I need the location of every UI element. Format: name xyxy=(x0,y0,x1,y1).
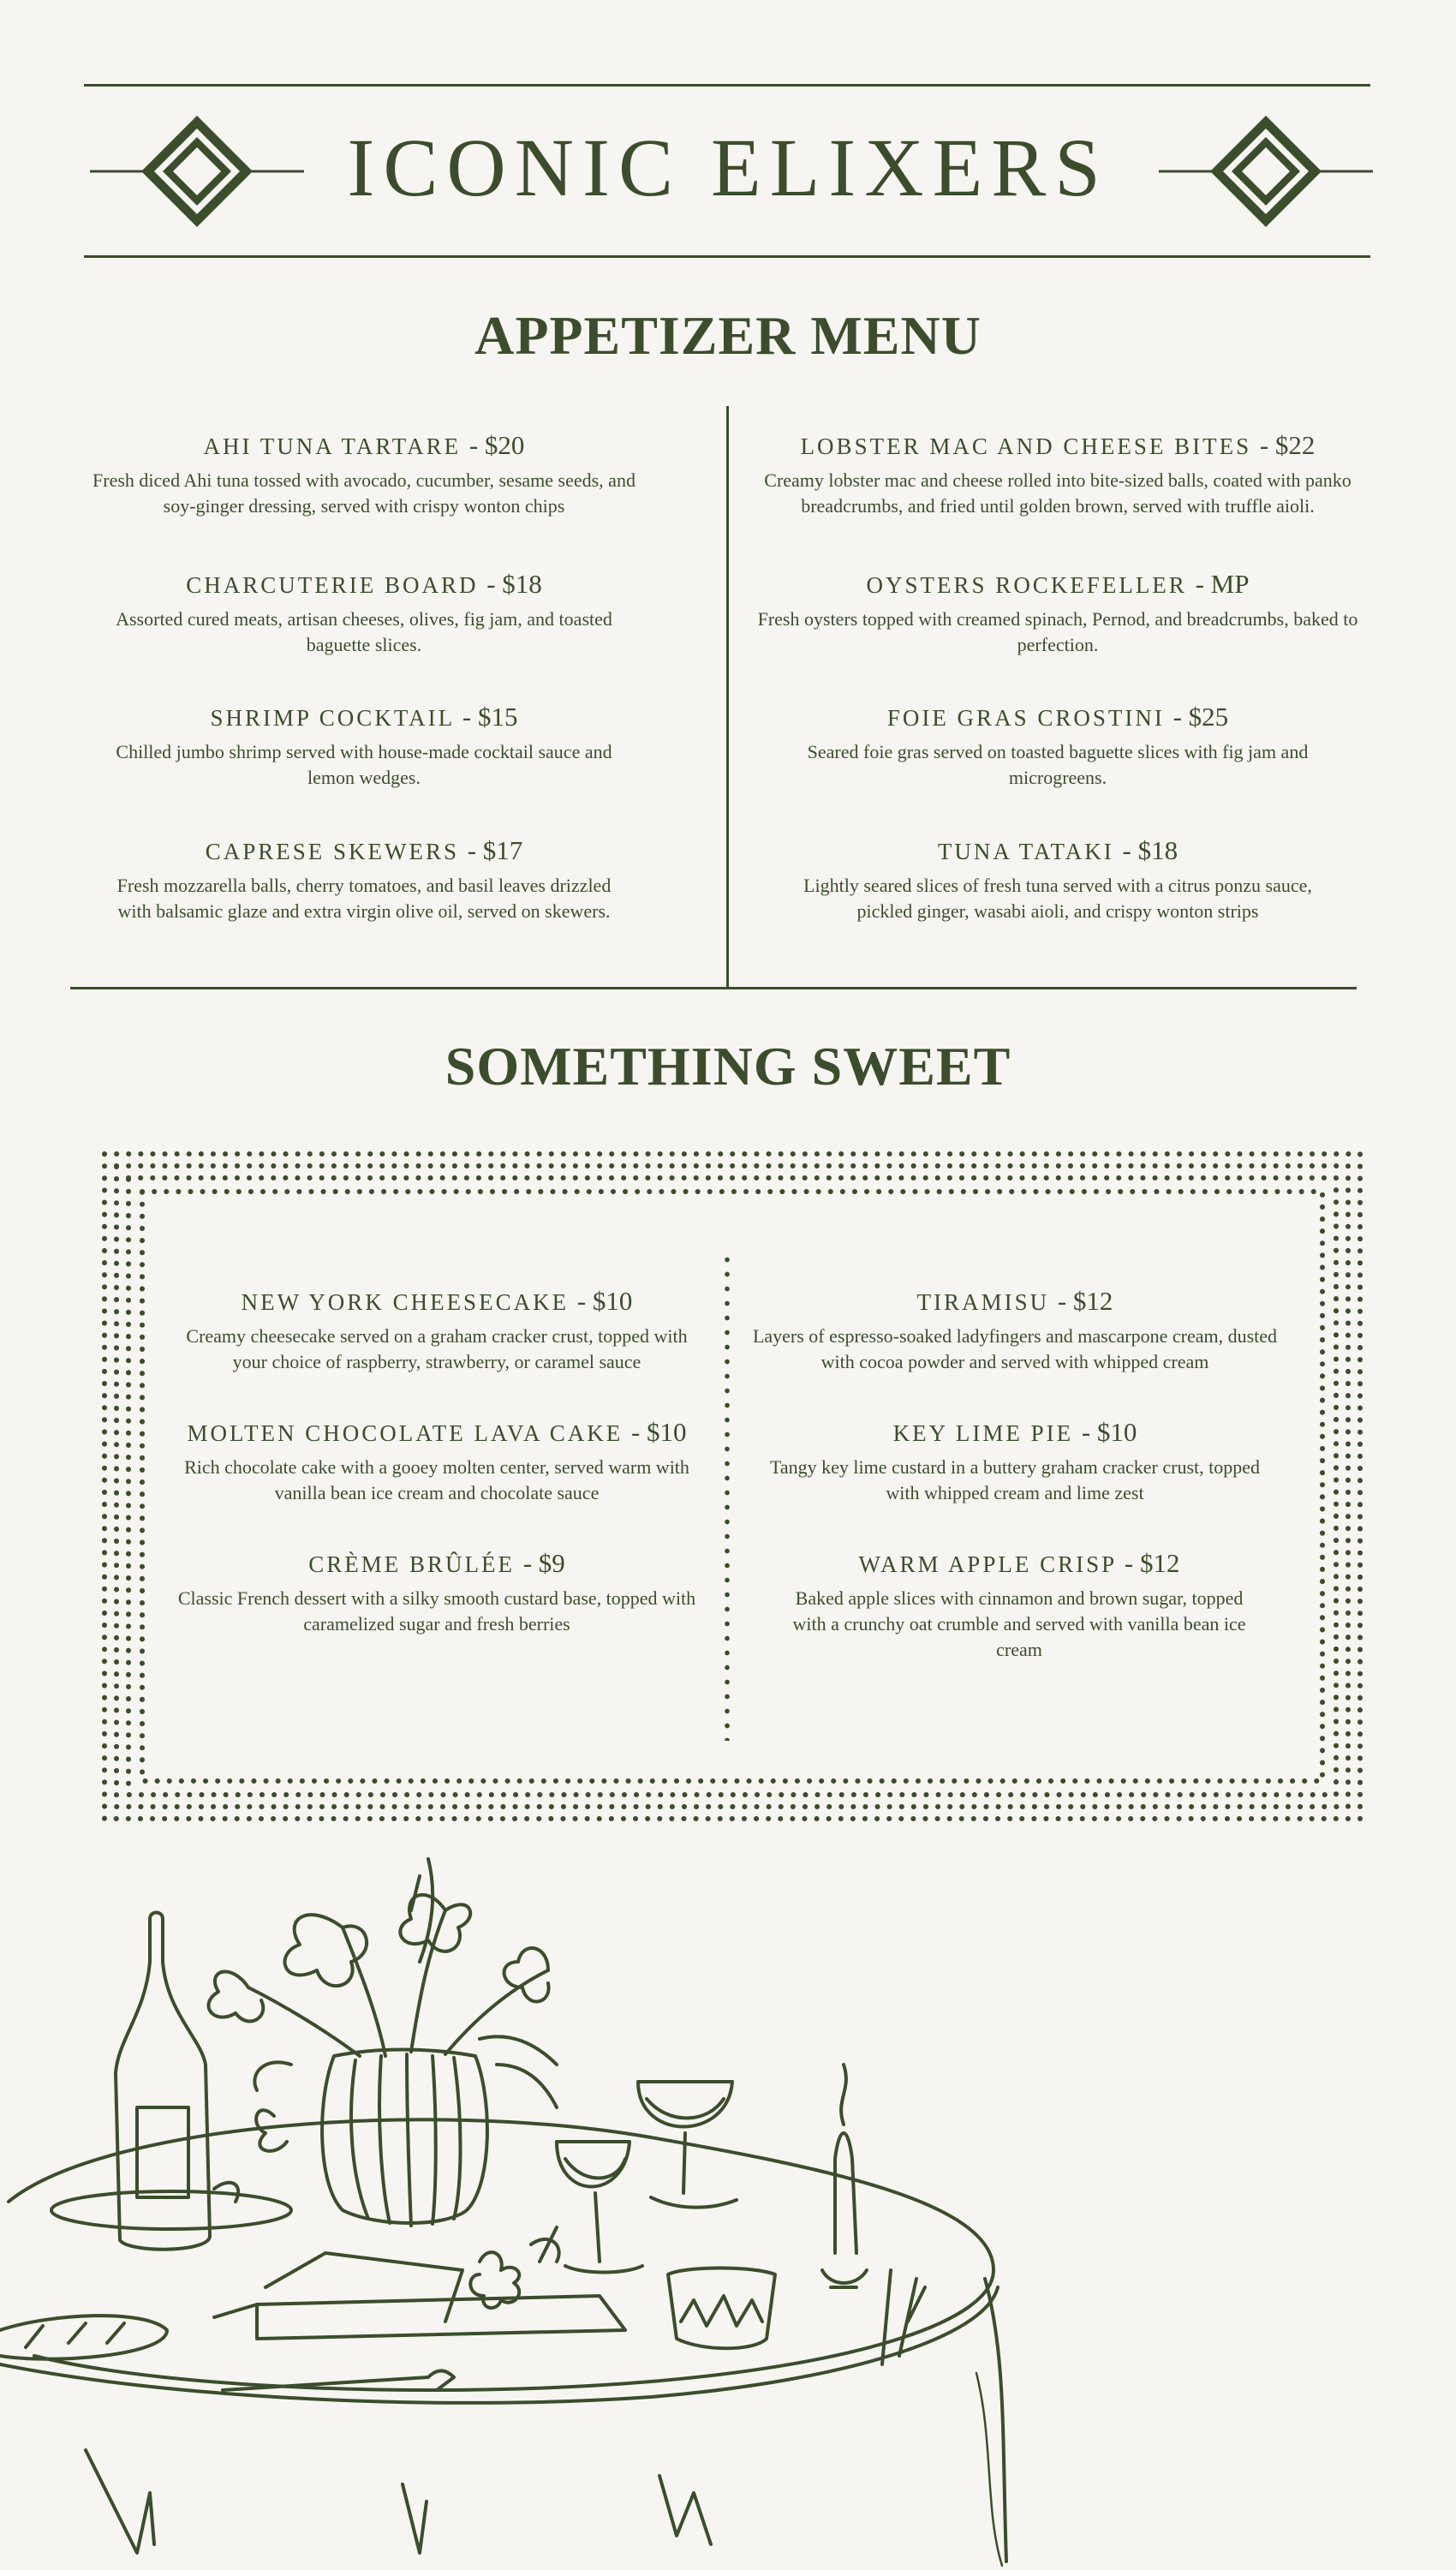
dessert-column-divider xyxy=(725,1252,730,1741)
item-description: Fresh mozzarella balls, cherry tomatoes, and basil leaves drizzled with balsamic glaze and extra virgin olive oil, served on skewers. xyxy=(116,875,612,922)
menu-item xyxy=(784,836,1332,924)
item-name: SHRIMP COCKTAIL xyxy=(210,705,455,731)
menu-item xyxy=(749,431,1366,519)
item-price: - $10 xyxy=(1081,1417,1137,1447)
menu-item xyxy=(167,1287,707,1375)
item-name: CRÈME BRÛLÉE xyxy=(308,1551,515,1577)
item-name: KEY LIME PIE xyxy=(892,1420,1074,1446)
menu-item xyxy=(745,1287,1285,1375)
appetizer-bottom-rule xyxy=(70,987,1357,989)
menu-item xyxy=(107,836,621,924)
item-name: FOIE GRAS CROSTINI xyxy=(886,705,1165,731)
menu-item xyxy=(779,1549,1259,1663)
item-name: OYSTERS ROCKEFELLER xyxy=(866,572,1187,598)
menu-item xyxy=(784,702,1332,791)
item-price: - $20 xyxy=(468,430,525,460)
item-price: - $18 xyxy=(1122,835,1179,865)
item-price: - $17 xyxy=(467,835,523,865)
item-price: - $18 xyxy=(486,569,542,599)
item-description: Rich chocolate cake with a gooey molten center, served warm with vanilla bean ice cream and chocolate sauce xyxy=(184,1456,689,1503)
item-price: - $15 xyxy=(462,702,518,732)
menu-item xyxy=(176,1549,698,1637)
item-description: Baked apple slices with cinnamon and brown sugar, topped with a crunchy oat crumble and served with vanilla bean ice cream xyxy=(792,1587,1246,1660)
appetizer-column-divider xyxy=(726,406,729,989)
item-name: NEW YORK CHEESECAKE xyxy=(241,1289,570,1315)
header-rule-top xyxy=(84,84,1370,87)
item-name: MOLTEN CHOCOLATE LAVA CAKE xyxy=(187,1420,624,1446)
header-rule-bottom xyxy=(84,255,1370,258)
appetizer-section-title: APPETIZER MENU xyxy=(474,305,982,366)
item-description: Classic French dessert with a silky smooth custard base, topped with caramelized sugar and fresh berries xyxy=(177,1587,696,1635)
item-price: - $10 xyxy=(630,1417,687,1447)
item-name: CHARCUTERIE BOARD xyxy=(186,572,479,598)
item-description: Fresh oysters topped with creamed spinach, Pernod, and breadcrumbs, baked to perfection. xyxy=(757,608,1358,655)
item-name: CAPRESE SKEWERS xyxy=(205,839,459,864)
menu-item xyxy=(111,702,617,791)
item-price: - MP xyxy=(1195,569,1250,599)
menu-item xyxy=(86,431,642,519)
item-price: - $10 xyxy=(576,1286,633,1316)
menu-item xyxy=(167,1418,707,1506)
item-name: TUNA TATAKI xyxy=(937,839,1114,864)
item-description: Creamy cheesecake served on a graham cracker crust, topped with your choice of raspberry, strawberry, or caramel sauce xyxy=(186,1325,688,1372)
item-price: - $9 xyxy=(522,1548,565,1578)
item-price: - $22 xyxy=(1259,430,1316,460)
dessert-section-title: SOMETHING SWEET xyxy=(445,1036,1011,1097)
table-setting-sketch-icon xyxy=(0,1842,1071,2570)
item-name: TIRAMISU xyxy=(916,1289,1050,1315)
item-description: Assorted cured meats, artisan cheeses, olives, fig jam, and toasted baguette slices. xyxy=(116,608,612,655)
item-description: Fresh diced Ahi tuna tossed with avocado, cucumber, sesame seeds, and soy-ginger dressing, served with crispy wonton chips xyxy=(92,469,636,517)
item-price: - $25 xyxy=(1173,702,1229,732)
item-description: Tangy key lime custard in a buttery graham cracker crust, topped with whipped cream and lime zest xyxy=(769,1456,1261,1503)
item-price: - $12 xyxy=(1124,1548,1180,1578)
item-name: LOBSTER MAC AND CHEESE BITES xyxy=(800,433,1252,459)
item-description: Creamy lobster mac and cheese rolled into bite-sized balls, coated with panko breadcrumbs, and fried until golden brown, served with truffle aioli. xyxy=(764,469,1352,517)
item-name: AHI TUNA TARTARE xyxy=(203,433,462,459)
item-description: Seared foie gras served on toasted baguette slices with fig jam and microgreens. xyxy=(807,741,1309,788)
item-name: WARM APPLE CRISP xyxy=(858,1551,1117,1577)
item-description: Lightly seared slices of fresh tuna served with a citrus ponzu sauce, pickled ginger, wasabi aioli, and crispy wonton strips xyxy=(803,875,1312,922)
item-description: Layers of espresso-soaked ladyfingers and mascarpone cream, dusted with cocoa powder and served with whipped cream xyxy=(752,1325,1278,1372)
item-price: - $12 xyxy=(1057,1286,1113,1316)
menu-item xyxy=(754,1418,1276,1506)
menu-item xyxy=(111,570,617,658)
menu-title: ICONIC ELIXERS xyxy=(347,122,1109,213)
item-description: Chilled jumbo shrimp served with house-made cocktail sauce and lemon wedges. xyxy=(116,741,612,788)
menu-item xyxy=(749,570,1366,658)
